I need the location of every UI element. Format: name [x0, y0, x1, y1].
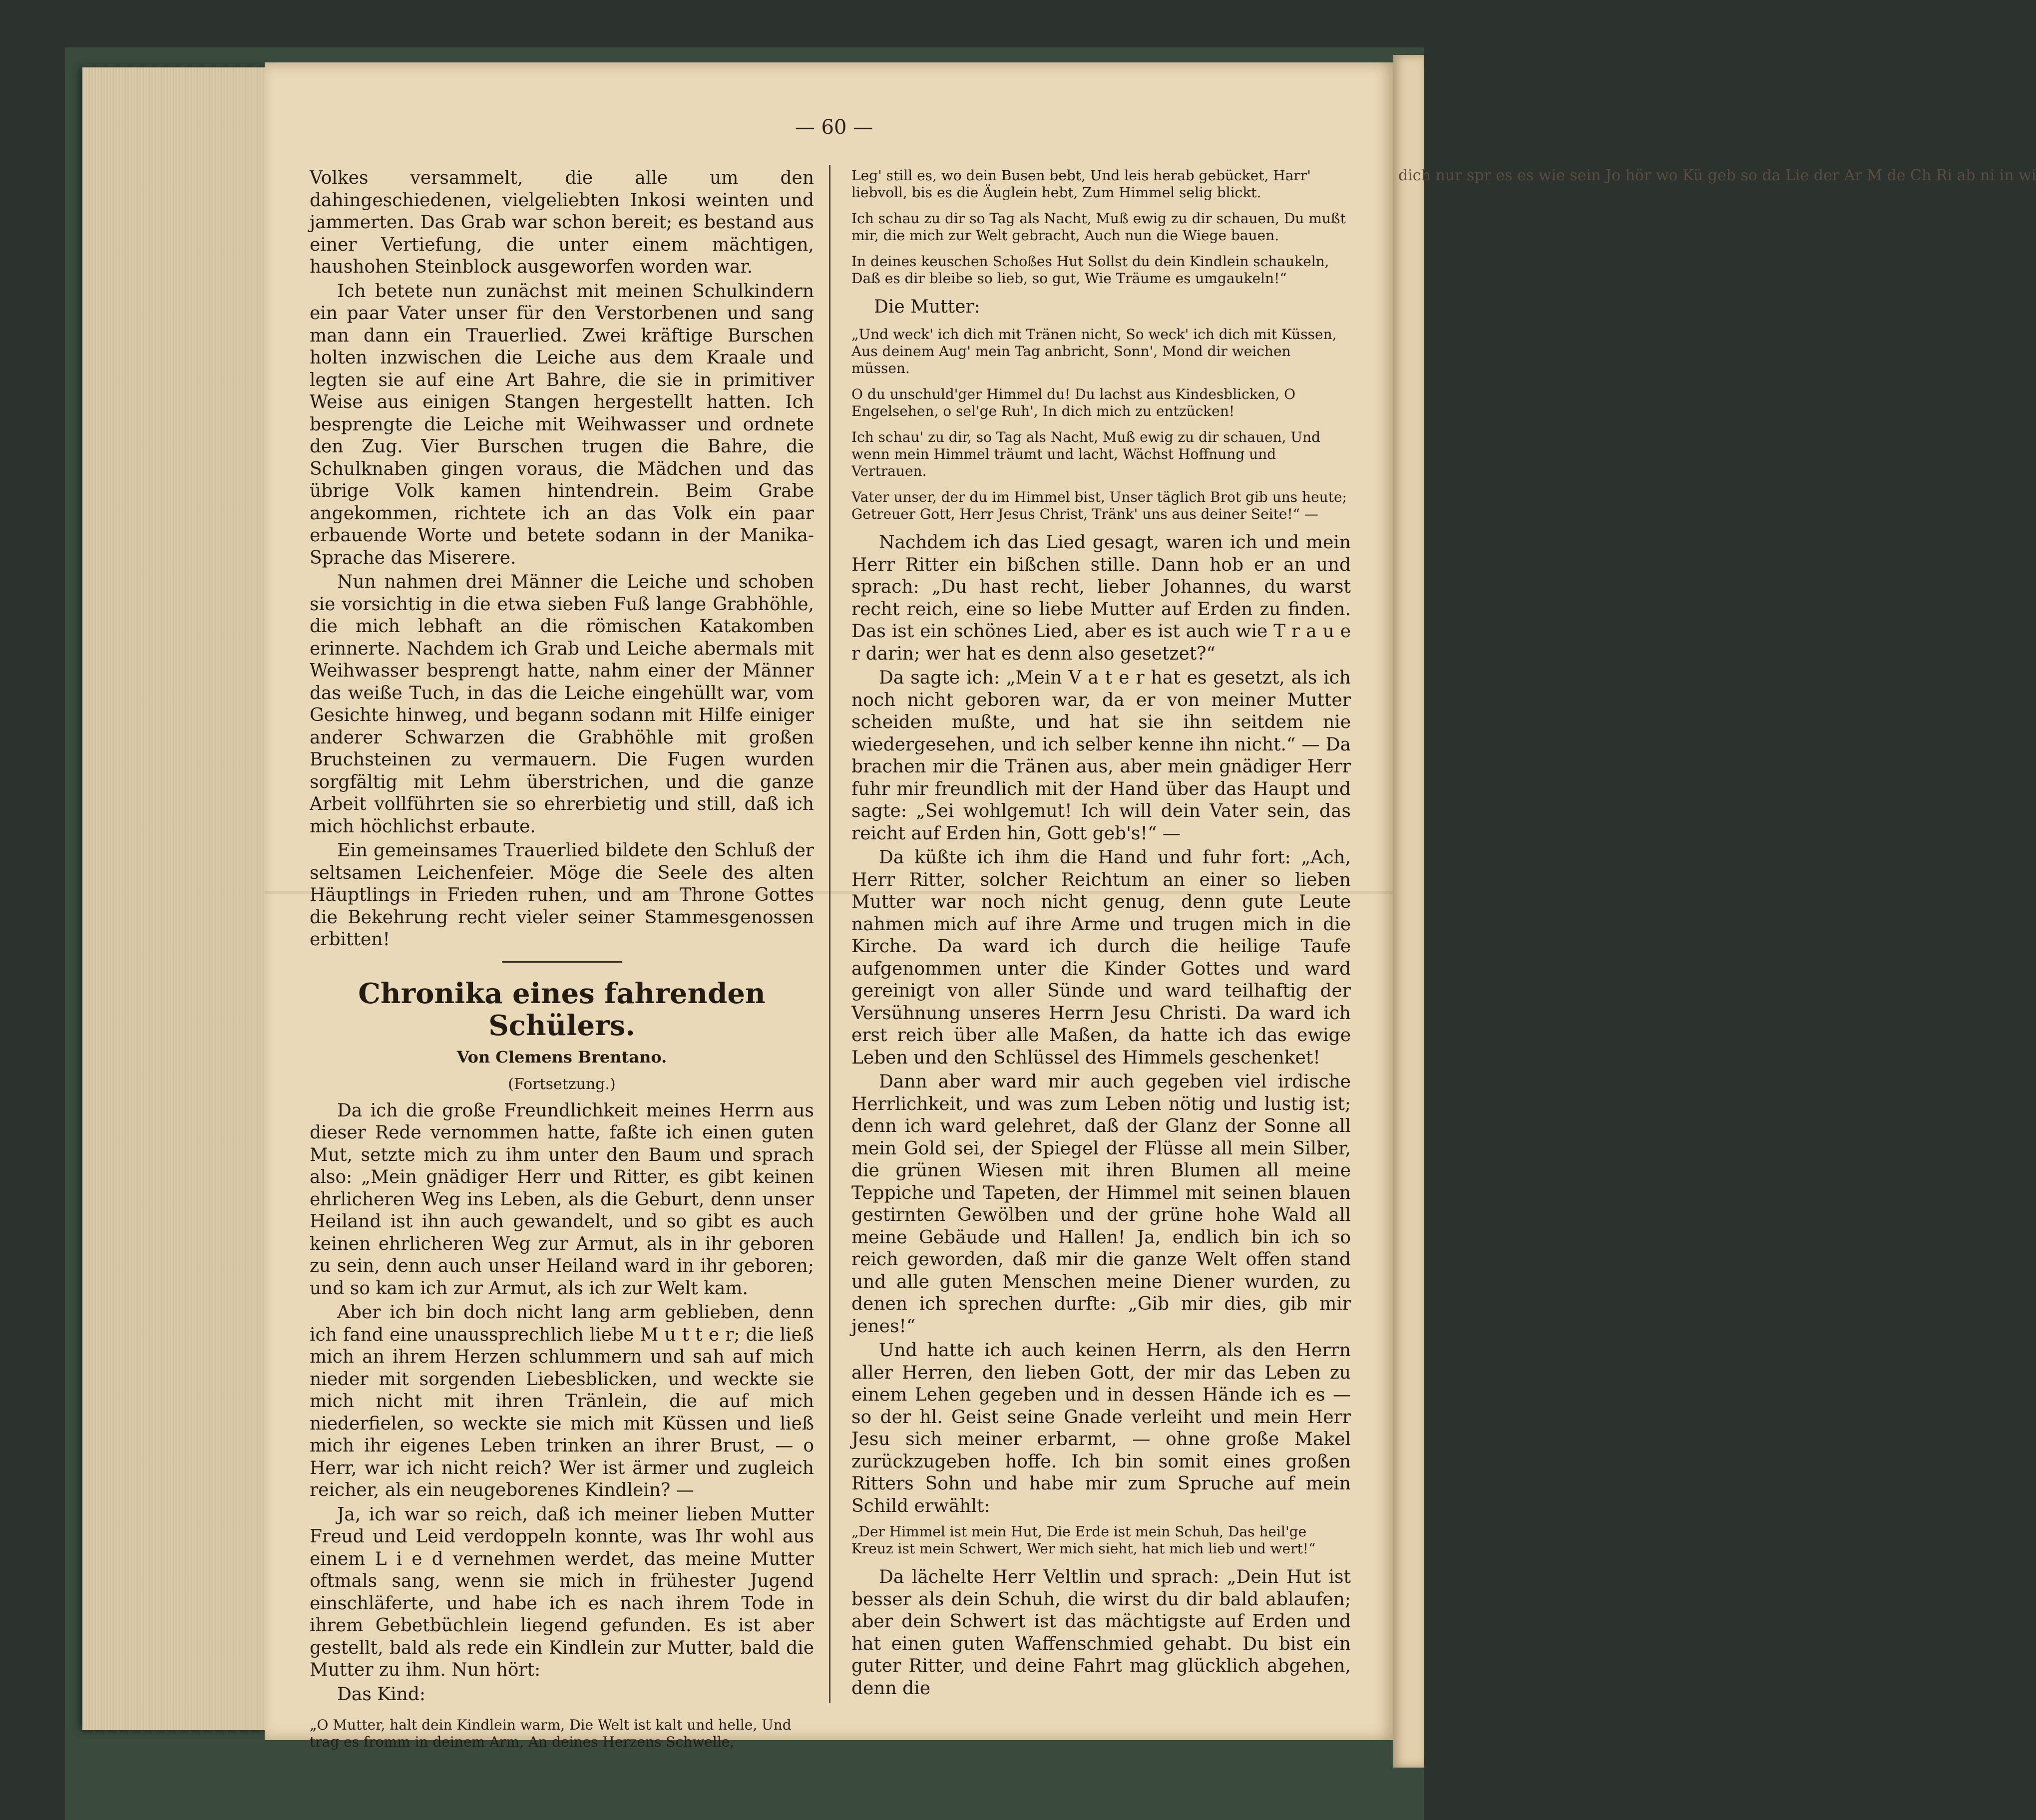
verse-stanza: Leg' still es, wo dein Busen bebt, Und leis herab gebücket, Harr' liebvoll, bis es die Äuglein hebt, Zum Himmel selig blickt.	[851, 167, 1311, 201]
paragraph: Und hatte ich auch keinen Herrn, als den Herrn aller Herren, den lieben Gott, der mir das Leben zu einem Lehen gegeben und in dessen Hände ich es — so der hl. Geist seine Gnade verleiht und mein Herr Jesu sich meiner erbarmt, — ohne große Makel zurückzugeben hoffe. Ich bin somit eines großen Ritters Sohn und habe mir zum Spruche auf mein Schild erwählt:	[851, 1340, 1351, 1516]
speaker-label: Die Mutter:	[874, 297, 980, 317]
article-title: Chronika eines fahrenden Schülers.	[358, 977, 766, 1042]
verse-stanza: „Und weck' ich dich mit Tränen nicht, So weck' ich dich mit Küssen, Aus deinem Aug' mein Tag anbricht, Sonn', Mond dir weichen müssen.	[851, 326, 1337, 376]
paragraph: Volkes versammelt, die alle um den dahingeschiedenen, vielgeliebten Inkosi weinten und jammerten. Das Grab war schon bereit; es bestand aus einer Vertiefung, die unter einem mächtigen, haushohen Steinblock ausgeworfen worden war.	[310, 168, 814, 277]
continued-note: (Fortsetzung.)	[508, 1075, 616, 1093]
verse-stanza: In deines keuschen Schoßes Hut Sollst du dein Kindlein schaukeln, Daß es dir bleibe so lieb, so gut, Wie Träume es umgaukeln!“	[851, 253, 1329, 287]
paragraph: Da ich die große Freundlichkeit meines Herrn aus dieser Rede vernommen hatte, faßte ich einen guten Mut, setzte mich zu ihm unter den Baum und sprach also: „Mein gnädiger Herr und Ritter, es gibt keinen ehrlicheren Weg ins Leben, als die Geburt, denn unser Heiland ist ihn auch gewandelt, und so gibt es auch keinen ehrlicheren Weg zur Armut, als in ihr geboren zu sein, denn auch unser Heiland ward in ihr geboren; und so kam ich zur Armut, als ich zur Welt kam.	[310, 1100, 814, 1299]
verse-stanza: O du unschuld'ger Himmel du! Du lachst aus Kindesblicken, O Engelsehen, o sel'ge Ruh', In dich mich zu entzücken!	[851, 386, 1296, 419]
section-divider	[502, 961, 622, 963]
verse-stanza: Ich schau zu dir so Tag als Nacht, Muß ewig zu dir schauen, Du mußt mir, die mich zur Welt gebracht, Auch nun die Wiege bauen.	[851, 210, 1346, 244]
paragraph: Ja, ich war so reich, daß ich meiner lieben Mutter Freud und Leid verdoppeln konnte, was Ihr wohl aus einem L i e d vernehmen werdet, das meine Mutter oftmals sang, wenn sie mich in frühester Jugend einschläferte, und habe ich es nach ihrem Tode in ihrem Gebetbüchlein liegend gefunden. Es ist aber gestellt, bald als rede ein Kindlein zur Mutter, bald die Mutter zu ihm. Nun hört:	[310, 1504, 814, 1680]
paragraph: Da sagte ich: „Mein V a t e r hat es gesetzt, als ich noch nicht geboren war, da er von meiner Mutter scheiden mußte, und hat sie ihn seitdem nie wiedergesehen, und ich selber kenne ihn nicht.“ — Da brachen mir die Tränen aus, aber mein gnädiger Herr fuhr mir freundlich mit der Hand über das Haupt und sagte: „Sei wohlgemut! Ich will dein Vater sein, das reicht auf Erden hin, Gott geb's!“ —	[851, 668, 1351, 844]
paragraph: Aber ich bin doch nicht lang arm geblieben, denn ich fand eine unaussprechlich liebe M u t t e r; die ließ mich an ihrem Herzen schlummern und sah auf mich nieder mit sorgenden Liebesblicken, und weckte sie mich nicht mit ihren Tränlein, die auf mich niederfielen, so weckte sie mich mit Küssen und ließ mich ihr eigenes Leben trinken an ihrer Brust, — o Herr, war ich nicht reich? Wer ist ärmer und zugleich reicher, als ein neugeborenes Kindlein? —	[310, 1302, 814, 1500]
right-column	[851, 167, 1351, 1700]
paragraph: Dann aber ward mir auch gegeben viel irdische Herrlichkeit, und was zum Leben nötig und lustig ist; denn ich ward gelehret, daß der Glanz der Sonne all mein Gold sei, der Spiegel der Flüsse all mein Silber, die grünen Wiesen mit ihren Blumen all meine Teppiche und Tapeten, der Himmel mit seinen blauen gestirnten Gewölben und der grüne hohe Wald all meine Gebäude und Hallen! Ja, endlich bin ich so reich geworden, daß mir die ganze Welt offen stand und alle guten Menschen meine Diener wurden, zu denen ich sprechen durfte: „Gib mir dies, gib mir jenes!“	[851, 1072, 1351, 1337]
paragraph: Da küßte ich ihm die Hand und fuhr fort: „Ach, Herr Ritter, solcher Reichtum an einer so lieben Mutter war noch nicht genug, denn gute Leute nahmen mich auf ihre Arme und trugen mich in die Kirche. Da ward ich durch die heilige Taufe aufgenommen unter die Kinder Gottes und ward gereinigt von aller Sünde und ward teilhaftig der Versühnung unseres Herrn Jesu Christi. Da ward ich erst reich über alle Maßen, da hatte ich das ewige Leben und den Schlüssel des Himmels geschenket!	[851, 847, 1351, 1068]
paragraph: Das Kind:	[337, 1684, 426, 1705]
paragraph: Nun nahmen drei Männer die Leiche und schoben sie vorsichtig in die etwa sieben Fuß lange Grabhöhle, die mich lebhaft an die römischen Katakomben erinnerte. Nachdem ich Grab und Leiche abermals mit Weihwasser besprengt hatte, nahm einer der Männer das weiße Tuch, in das die Leiche eingehüllt war, vom Gesichte hinweg, und begann sodann mit Hilfe einiger anderer Schwarzen die Grabhöhle mit großen Bruchsteinen zu vermauern. Die Fugen wurden sorgfältig mit Lehm überstrichen, und die ganze Arbeit vollführten sie so ehrerbietig und still, daß ich mich höchlichst erbaute.	[310, 572, 814, 837]
left-column	[310, 167, 814, 1760]
facing-page-text: dich nur spr es es wie sein Jo hör wo Kü geb so da Lie der Ar M de Ch Ri ab ni in wi	[1398, 167, 2036, 184]
paragraph: Ein gemeinsames Trauerlied bildete den Schluß der seltsamen Leichenfeier. Möge die Seele des alten Häuptlings in Frieden ruhen, und am Throne Gottes die Bekehrung recht vieler seiner Stammesgenossen erbitten!	[310, 840, 814, 950]
paragraph: Da lächelte Herr Veltlin und sprach: „Dein Hut ist besser als dein Schuh, die wirst du dir bald ablaufen; aber dein Schwert ist das mächtigste auf Erden und hat einen guten Waffenschmied gehabt. Du bist ein guter Ritter, und deine Fahrt mag glücklich abgehen, denn die	[851, 1567, 1351, 1699]
paragraph: Ich betete nun zunächst mit meinen Schulkindern ein paar Vater unser für den Verstorbenen und sang man dann ein Trauerlied. Zwei kräftige Burschen holten inzwischen die Leiche aus dem Kraale und legten sie auf eine Art Bahre, die sie in primitiver Weise aus einigen Stangen hergestellt hatten. Ich besprengte die Leiche mit Weihwasser und ordnete den Zug. Vier Burschen trugen die Bahre, die Schulknaben gingen voraus, die Mädchen und das übrige Volk kamen hintendrein. Beim Grabe angekommen, richtete ich an das Volk ein paar erbauende Worte und betete sodann in der Manika-Sprache das Miserere.	[310, 281, 814, 568]
paragraph: Nachdem ich das Lied gesagt, waren ich und mein Herr Ritter ein bißchen stille. Dann hob er an und sprach: „Du hast recht, lieber Johannes, du warst recht reich, eine so liebe Mutter auf Erden zu finden. Das ist ein schönes Lied, aber es ist auch wie T r a u e r darin; wer hat es denn also gesetzet?“	[851, 532, 1351, 664]
column-rule	[829, 165, 830, 1703]
verse-stanza: Vater unser, der du im Himmel bist, Unser täglich Brot gib uns heute; Getreuer Gott, Herr Jesus Christ, Tränk' uns aus deiner Seite!“ —	[851, 489, 1347, 522]
verse-stanza: „O Mutter, halt dein Kindlein warm, Die Welt ist kalt und helle, Und trag es fromm in deinem Arm, An deines Herzens Schwelle,	[310, 1717, 792, 1750]
page-edges	[82, 67, 272, 1730]
page-number: — 60 —	[795, 116, 873, 139]
motto-verse: „Der Himmel ist mein Hut, Die Erde ist mein Schuh, Das heil'ge Kreuz ist mein Schwert, Wer mich sieht, hat mich lieb und wert!“	[851, 1523, 1316, 1557]
article-byline: Von Clemens Brentano.	[456, 1047, 667, 1067]
verse-stanza: Ich schau' zu dir, so Tag als Nacht, Muß ewig zu dir schauen, Und wenn mein Himmel träumt und lacht, Wächst Hoffnung und Vertrauen.	[851, 429, 1321, 479]
